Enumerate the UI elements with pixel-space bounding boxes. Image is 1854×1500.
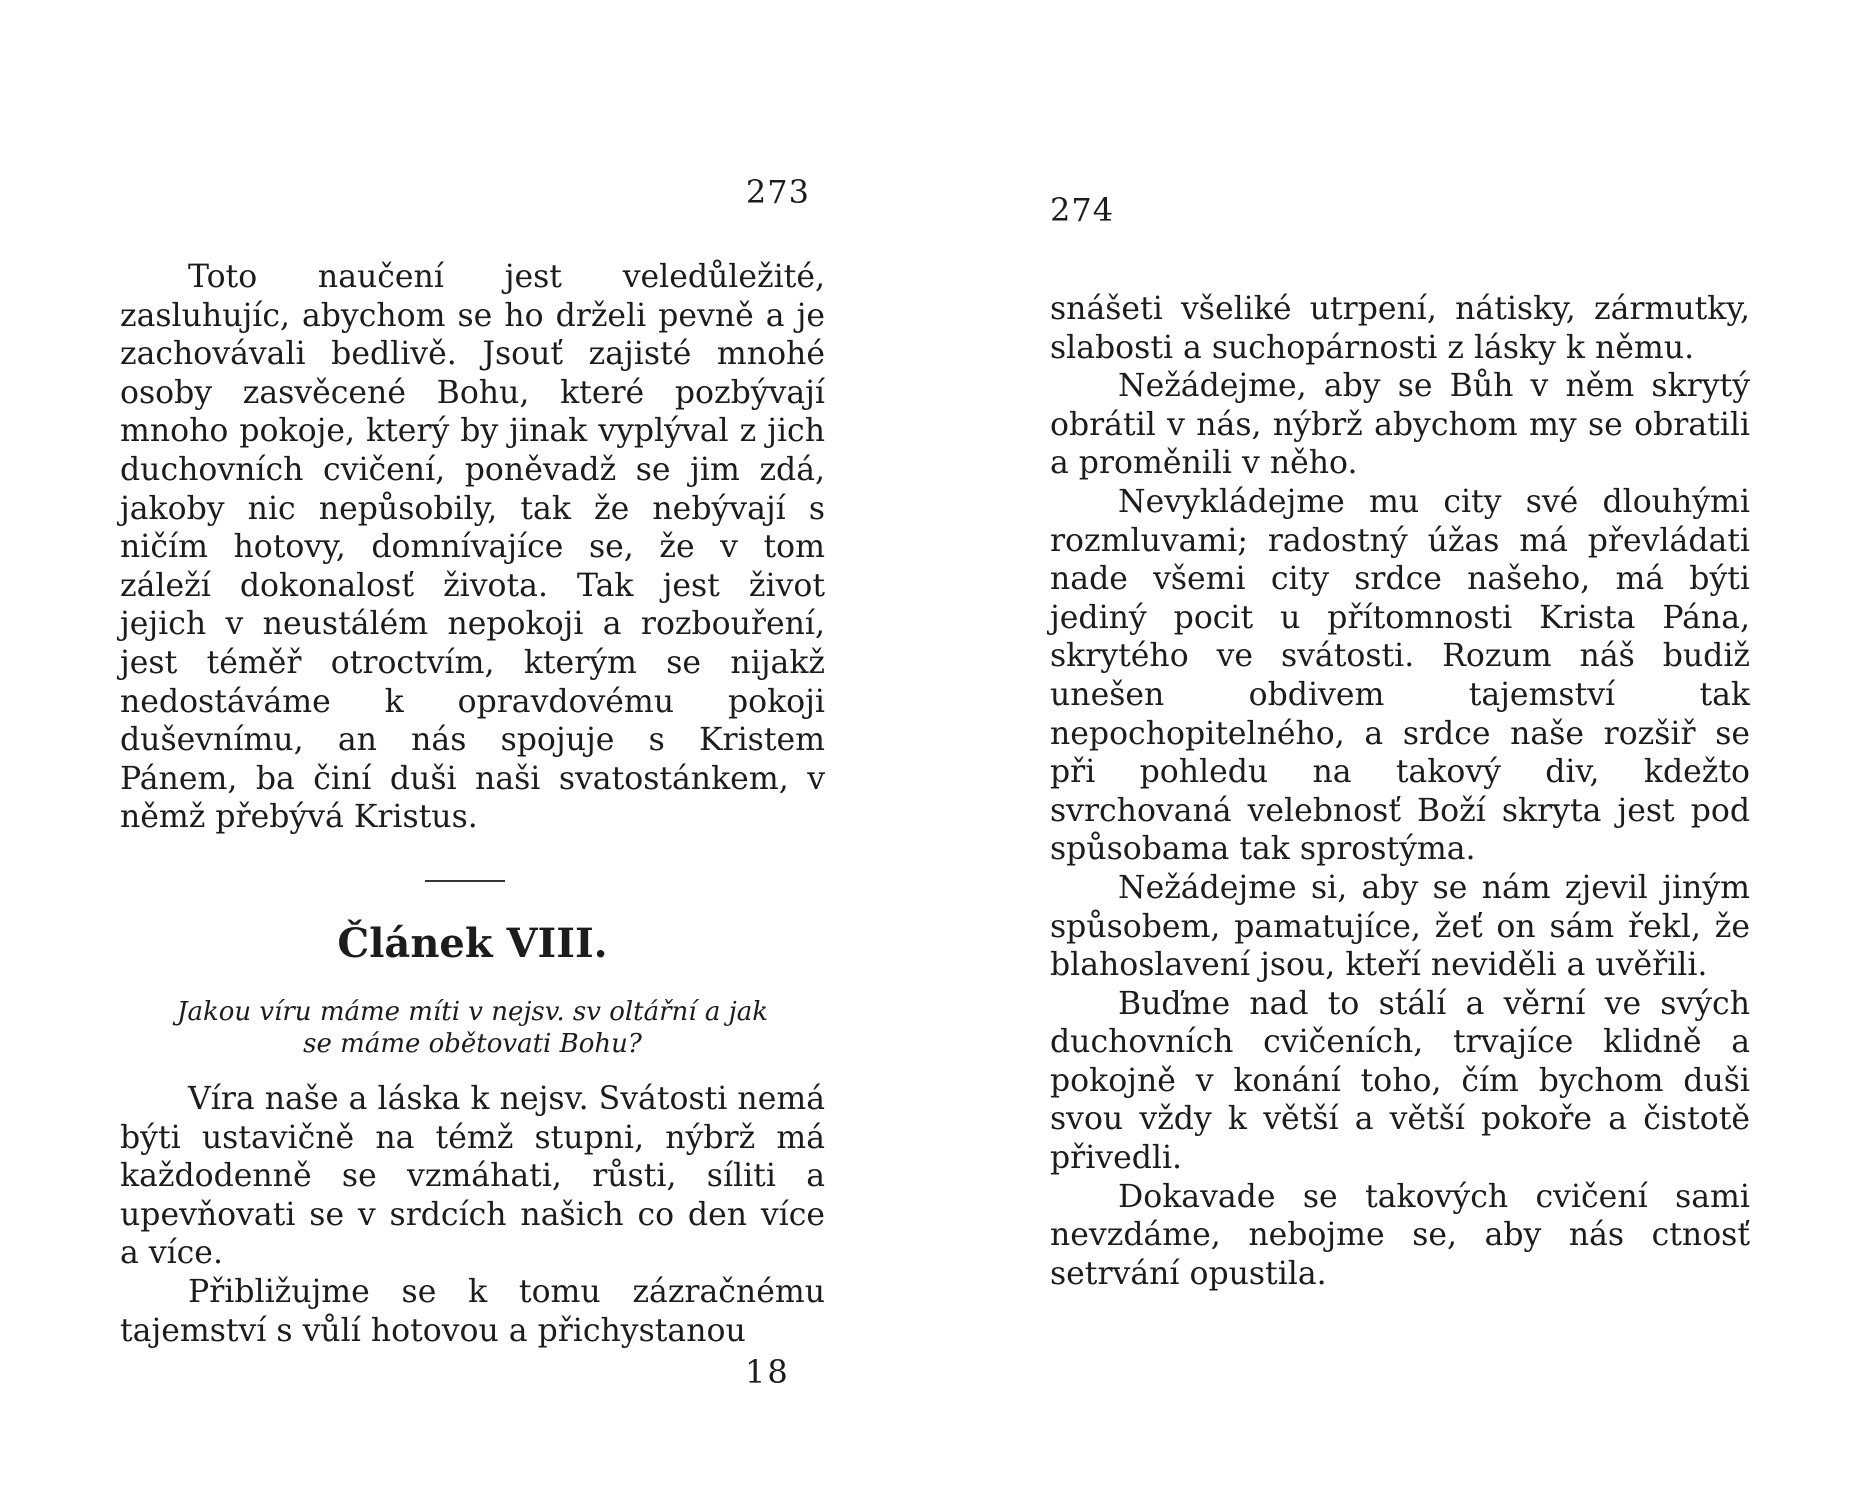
article-subtitle — [120, 996, 825, 1060]
article-subtitle-line-1: Jakou víru máme míti v nejsv. sv oltářní a jak — [177, 997, 768, 1027]
left-body-text-2 — [120, 1080, 825, 1273]
left-page-number: 273 — [745, 173, 810, 211]
right-page-number: 274 — [1050, 191, 1115, 229]
right-paragraph-2: Nežádejme, aby se Bůh v něm skrytý obrátil v nás, nýbrž abychom my se obratili a proměnili v něho. — [1050, 368, 1750, 482]
right-paragraph-5: Buďme nad to stálí a věrní ve svých duchovních cvičeních, trvajíce klidně a pokojně v konání toho, čím bychom duši svou vždy k větší a větší pokoře a čistotě přivedli. — [1050, 985, 1750, 1177]
right-page — [1050, 0, 1750, 1500]
article-subtitle-line-2: se máme obětovati Bohu? — [303, 1029, 642, 1059]
right-paragraph-3: Nevykládejme mu city své dlouhými rozmluvami; radostný úžas má převládati nade všemi city srdce našeho, má býti jediný pocit u přítomnosti Krista Pána, skrytého ve svátosti. Rozum náš budiž unešen obdivem tajemství tak nepochopitelného, a srdce naše rozšiř se při pohledu na takový div, kdežto svrchovaná velebnosť Boží skryta jest pod spůsobama tak sprostýma. — [1050, 483, 1750, 868]
left-page — [120, 0, 825, 1500]
right-paragraph-4: Nežádejme si, aby se nám zjevil jiným spůsobem, pamatujíce, žeť on sám řekl, že blahoslavení jsou, kteří neviděli a uvěřili. — [1050, 869, 1750, 984]
left-paragraph-3: Přibližujme se k tomu zázračnému tajemství s vůlí hotovou a přichystanou — [120, 1274, 825, 1349]
right-body-text — [1050, 290, 1750, 1293]
left-body-text-3 — [120, 1273, 825, 1350]
left-paragraph-2: Víra naše a láska k nejsv. Svátosti nemá býti ustavičně na témž stupni, nýbrž má každodenně se vzmáhati, růsti, síliti a upevňovati se v srdcích našich co den více a více. — [120, 1081, 825, 1272]
left-body-text — [120, 258, 825, 837]
section-divider — [425, 880, 505, 882]
article-title: Článek VIII. — [337, 920, 608, 967]
right-paragraph-1: snášeti všeliké utrpení, nátisky, zármutky, slabosti a suchopárnosti z lásky k němu. — [1050, 291, 1750, 366]
signature-mark: 18 — [745, 1353, 790, 1391]
left-paragraph-1: Toto naučení jest veledůležité, zasluhujíc, abychom se ho drželi pevně a je zachovávali bedlivě. Jsouť zajisté mnohé osoby zasvěcené Bohu, které pozbývají mnoho pokoje, který by jinak vyplýval z jich duchovních cvičení, poněvadž se jim zdá, jakoby nic nepůsobily, tak že nebývají s ničím hotovy, domnívajíce se, že v tom záleží dokonalosť života. Tak jest život jejich v neustálém nepokoji a rozbouření, jest téměř otroctvím, kterým se nijakž nedostáváme k opravdovému pokoji duševnímu, an nás spojuje s Kristem Pánem, ba činí duši naši svatostánkem, v němž přebývá Kristus. — [120, 259, 825, 836]
right-paragraph-6: Dokavade se takových cvičení sami nevzdáme, nebojme se, aby nás ctnosť setrvání opustila. — [1050, 1178, 1750, 1292]
